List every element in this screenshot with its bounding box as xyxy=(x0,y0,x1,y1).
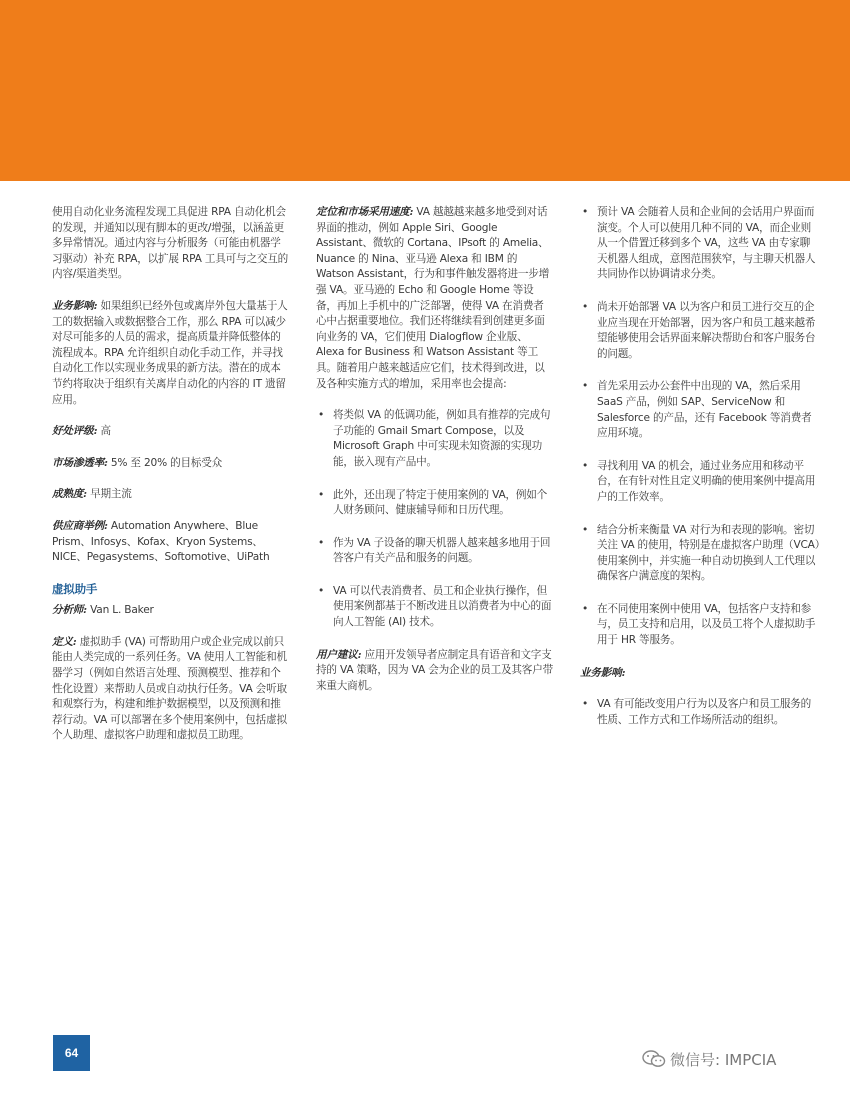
bullet-icon: • xyxy=(582,206,589,218)
list-item xyxy=(580,379,820,441)
bullet-icon: • xyxy=(582,459,589,472)
list-item xyxy=(580,602,820,649)
business-impact-paragraph xyxy=(52,299,290,408)
page-number: 64 xyxy=(53,1035,90,1071)
benefit-rating xyxy=(52,424,290,440)
maturity-label: 成熟度: xyxy=(52,488,87,501)
sample-vendors-value: Automation Anywhere、Blue Prism、Infosys、Kofax、Kryon Systems、NICE、Pegasystems、Softomotive、UiPath xyxy=(52,519,270,564)
benefit-rating-label: 好处评级: xyxy=(52,425,98,438)
list-item-text: 在不同使用案例中使用 VA，包括客户支持和参与，员工支持和启用，以及员工将个人虚拟助手用于 HR 等服务。 xyxy=(597,602,816,647)
bullet-icon: • xyxy=(582,380,589,393)
impact-bullet-list xyxy=(580,697,820,728)
list-item xyxy=(580,697,820,728)
bullet-icon: • xyxy=(582,523,589,536)
market-penetration-label: 市场渗透率: xyxy=(52,456,108,469)
analyst xyxy=(52,603,290,619)
watermark xyxy=(642,1049,776,1072)
watermark-text: 微信号: IMPCIA xyxy=(670,1051,777,1069)
adoption-bullet-list xyxy=(316,408,554,631)
bullet-icon: • xyxy=(318,536,325,549)
list-item-text: 寻找利用 VA 的机会，通过业务应用和移动平台，在有针对性且定义明确的使用案例中提高用户的工作效率。 xyxy=(597,459,816,503)
business-impact-heading-label: 业务影响: xyxy=(580,666,626,679)
list-item xyxy=(580,300,820,362)
maturity-value: 早期主流 xyxy=(86,488,132,501)
definition-paragraph xyxy=(52,635,290,744)
list-item-text: 作为 VA 子设备的聊天机器人越来越多地用于回答客户有关产品和服务的问题。 xyxy=(333,536,551,565)
bullet-icon: • xyxy=(582,698,589,711)
sample-vendors xyxy=(52,519,290,566)
list-item xyxy=(316,488,554,519)
bullet-icon: • xyxy=(582,602,589,615)
business-impact-text: 如果组织已经外包或离岸外包大量基于人工的数据输入或数据整合工作，那么 RPA 可以减少对尽可能多的人员的需求，提高质量并降低整体的流程成本。RPA 允许组织自动化手动工作，并寻找自动化工作以实现业务成果的新方法。潜在的成本节约将取决于组织有关离岸自动化的内容的 IT 遗留应用。 xyxy=(52,299,288,406)
benefit-rating-value: 高 xyxy=(97,425,111,438)
position-text: VA 越越越来越多地受到对话界面的推动，例如 Apple Siri、Google Assistant、微软的 Cortana、IPsoft 的 Amelia、Nuance 的 Nina、亚马逊 Alexa 和 IBM 的 Watson Assistant，行为和事件触发器将进一步增强 VA。亚马逊的 Echo 和 Google Home 等设备，再加上手机中的广泛部署，使得 VA 在消费者心中占据重要地位。我们还将继续看到创建更多面向业务的 VA，它们使用 Dialogflow 企业版、Alexa for Business 和 Watson Assistant 等工具。随着用户越来越适应它们，技术得到改进，以及各种实施方式的增加，采用率也会提高: xyxy=(316,206,550,390)
list-item xyxy=(316,584,554,631)
bullet-icon: • xyxy=(318,488,325,501)
column-2 xyxy=(316,205,554,710)
user-advice-label: 用户建议: xyxy=(316,648,362,661)
market-penetration xyxy=(52,456,290,472)
user-advice-paragraph xyxy=(316,648,554,695)
list-item xyxy=(316,408,554,470)
user-advice-text: 应用开发领导者应制定具有语音和文字支持的 VA 策略，因为 VA 会为企业的员工及其客户带来重大商机。 xyxy=(316,648,553,692)
rpa-paragraph: 使用自动化业务流程发现工具促进 RPA 自动化机会的发现，并通知以现有脚本的更改/增强，以涵盖更多异常情况。通过内容与分析服务（可能由机器学习驱动）补充 RPA，以扩展 RPA 工具可与之交互的内容/渠道类型。 xyxy=(52,206,289,281)
business-impact-label: 业务影响: xyxy=(52,299,98,312)
list-item-text: 预计 VA 会随着人员和企业间的会话用户界面而演变。个人可以使用几种不同的 VA，而企业则从一个借置迁移到多个 VA，这些 VA 由专家聊天机器人组成，意图范围狭窄，与主聊天机器人共同协作以协调请求分类。 xyxy=(597,206,816,281)
list-item-text: 尚未开始部署 VA 以为客户和员工进行交互的企业应当现在开始部署，因为客户和员工越来越希望能够使用会话界面来解决帮助台和客户服务台的问题。 xyxy=(597,300,816,360)
market-penetration-value: 5% 至 20% 的目标受众 xyxy=(107,456,223,469)
list-item-text: 结合分析来衡量 VA 对行为和表现的影响。密切关注 VA 的使用，特别是在虚拟客户助理（VCA）使用案例中，并实施一种自动切换到人工代理以确保客户满意度的架构。 xyxy=(597,523,820,583)
definition-text: 虚拟助手 (VA) 可帮助用户或企业完成以前只能由人类完成的一系列任务。VA 使用人工智能和机器学习（例如自然语言处理、预测模型、推荐和个性化设置）来帮助人员或自动执行任务。VA 会听取和观察行为，构建和维护数据模型，以及预测和推荐行动。VA 可以部署在多个使用案例中，包括虚拟个人助理、虚拟客户助理和虚拟员工助理。 xyxy=(52,635,287,742)
column-1 xyxy=(52,205,290,760)
list-item xyxy=(580,523,820,585)
business-impact-heading xyxy=(580,666,820,682)
analyst-value: Van L. Baker xyxy=(86,604,154,617)
list-item xyxy=(580,459,820,506)
list-item-text: 首先采用云办公套件中出现的 VA，然后采用 SaaS 产品，例如 SAP、ServiceNow 和 Salesforce 的产品，还有 Facebook 等消费者应用环境。 xyxy=(597,380,812,440)
list-item-text: VA 可以代表消费者、员工和企业执行操作，但使用案例都基于不断改进且以消费者为中心的面向人工智能 (AI) 技术。 xyxy=(333,584,552,629)
position-paragraph xyxy=(316,205,554,392)
bullet-icon: • xyxy=(582,300,589,313)
sample-vendors-label: 供应商举例: xyxy=(52,519,108,532)
maturity xyxy=(52,487,290,503)
position-label: 定位和市场采用速度: xyxy=(316,206,414,218)
column-3 xyxy=(580,205,820,745)
wechat-icon xyxy=(642,1050,666,1072)
bullet-icon: • xyxy=(318,584,325,597)
list-item xyxy=(580,205,820,283)
analyst-label: 分析师: xyxy=(52,604,87,617)
header-banner xyxy=(0,0,850,181)
advice-bullet-list xyxy=(580,205,820,649)
definition-label: 定义: xyxy=(52,635,77,648)
bullet-icon: • xyxy=(318,409,325,422)
list-item xyxy=(316,536,554,567)
section-title: 虚拟助手 xyxy=(52,581,98,596)
list-item-text: VA 有可能改变用户行为以及客户和员工服务的性质、工作方式和工作场所活动的组织。 xyxy=(597,698,812,726)
list-item-text: 将类似 VA 的低调功能，例如具有推荐的完成句子功能的 Gmail Smart Compose，以及 Microsoft Graph 中可实现未知资源的实现功能，嵌入现有产品中。 xyxy=(333,409,551,468)
list-item-text: 此外，还出现了特定于使用案例的 VA，例如个人财务顾问、健康辅导师和日历代理。 xyxy=(333,488,548,517)
